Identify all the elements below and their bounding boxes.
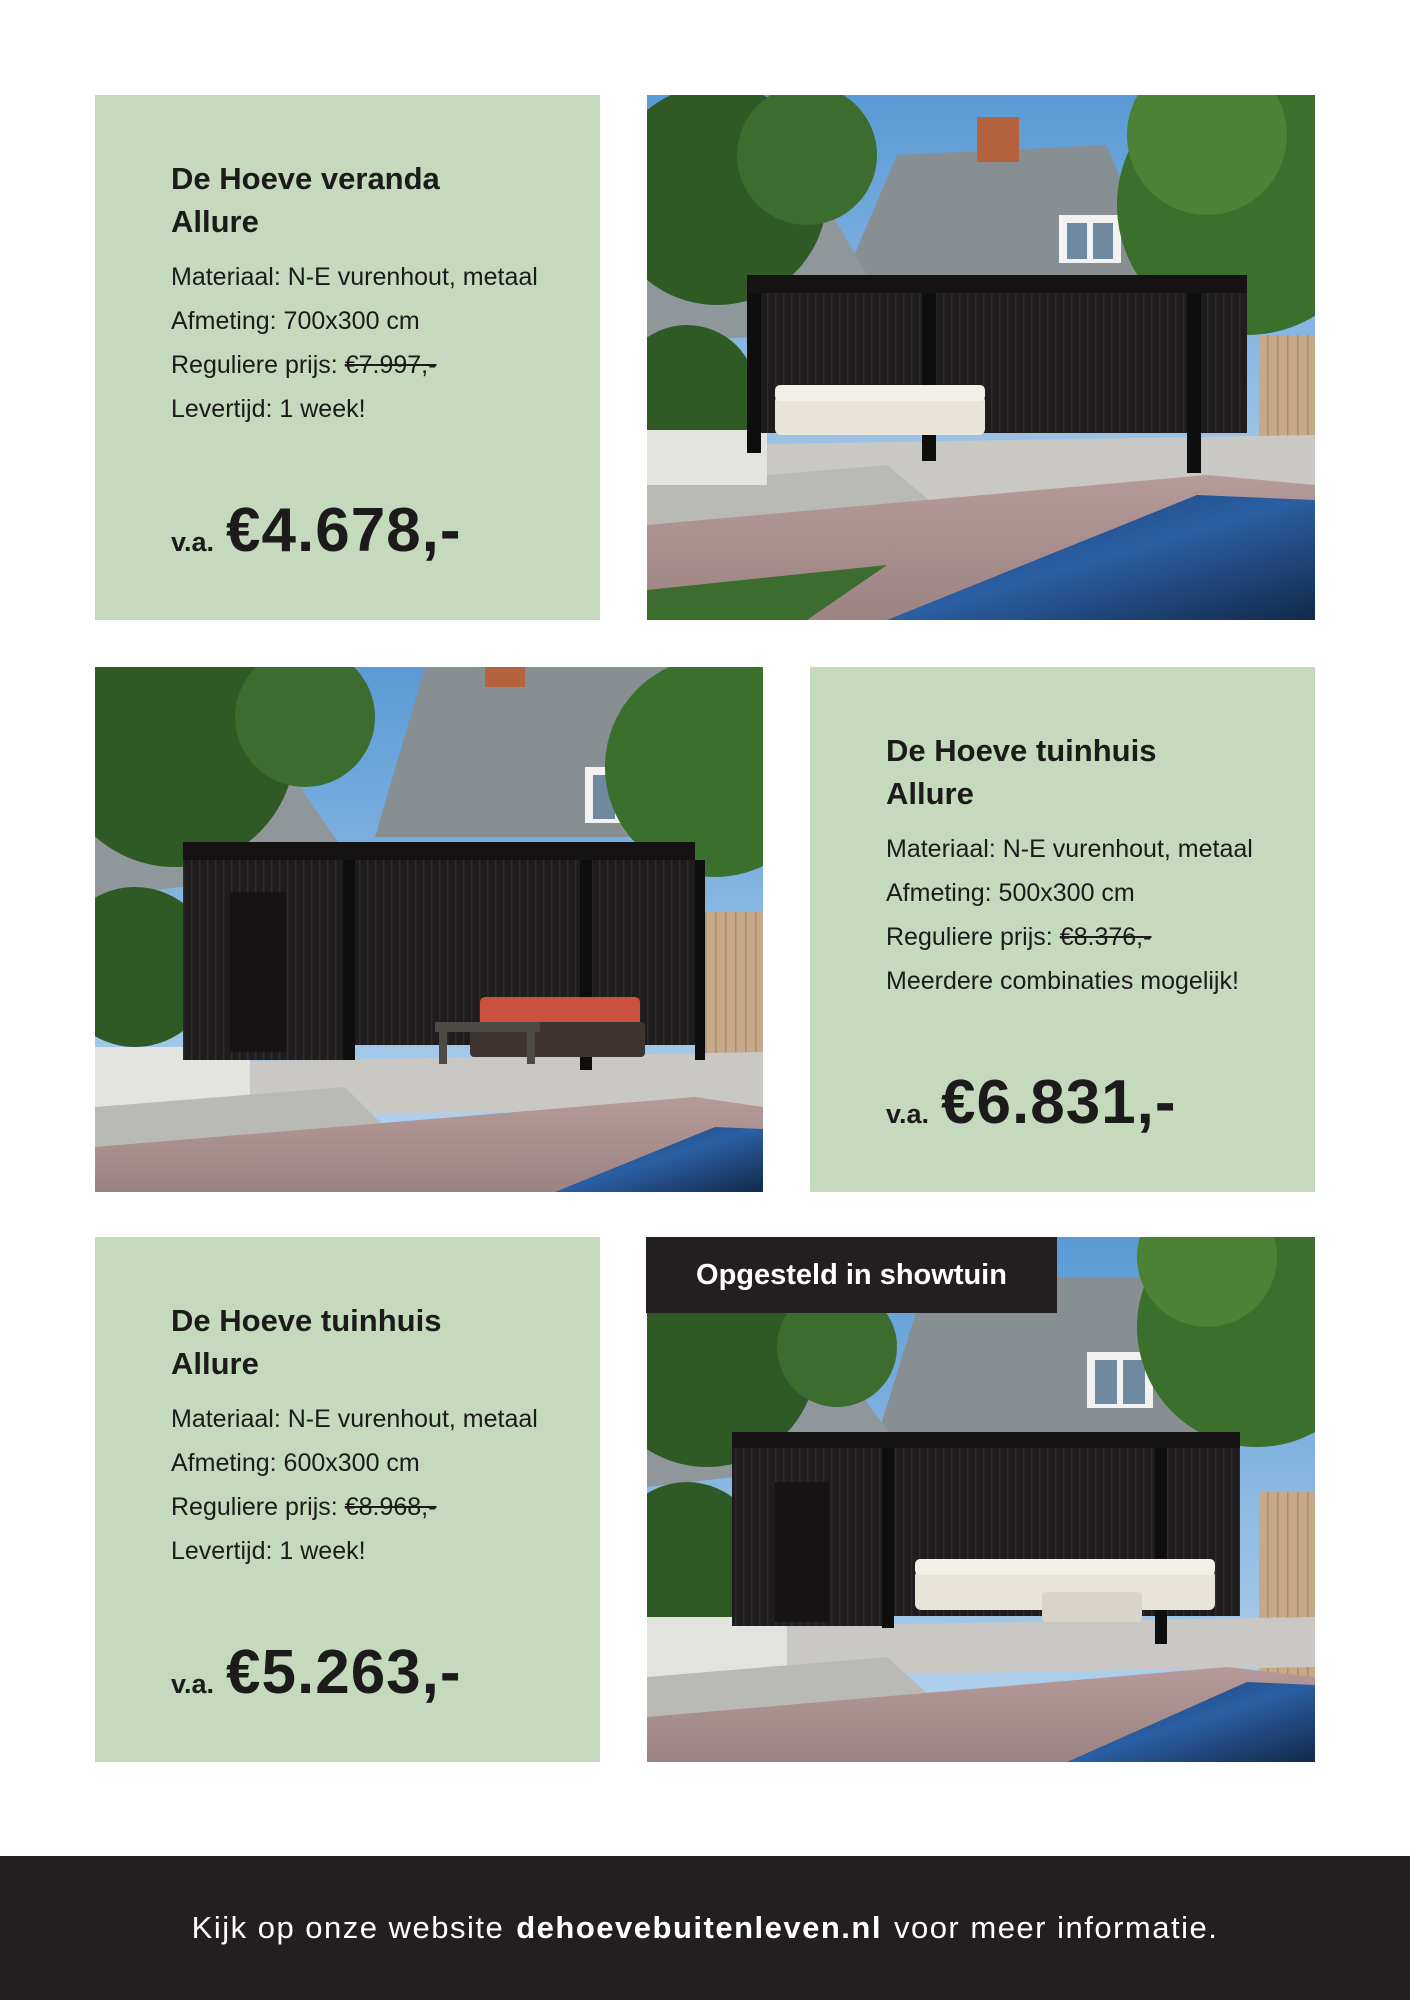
price-prefix: v.a.: [171, 1669, 215, 1699]
regular-price-value: €8.376,-: [1059, 923, 1152, 951]
spec-size: Afmeting: 500x300 cm: [886, 879, 1135, 907]
title-line-2: Allure: [171, 204, 259, 239]
title-line-1: De Hoeve tuinhuis: [171, 1303, 442, 1338]
product-photo-veranda: [647, 95, 1315, 620]
title-line-2: Allure: [886, 776, 974, 811]
footer-banner: [0, 1856, 1410, 2000]
title-line-1: De Hoeve tuinhuis: [886, 733, 1157, 768]
spec-material: Materiaal: N-E vurenhout, metaal: [171, 263, 538, 291]
product-title: [886, 729, 1156, 815]
product-title: [171, 157, 440, 243]
regular-price-value: €7.997,-: [344, 351, 437, 379]
showtuin-badge: Opgesteld in showtuin: [646, 1237, 1057, 1313]
product-card-veranda-700: [95, 95, 600, 620]
price-prefix: v.a.: [171, 527, 215, 557]
spec-material: Materiaal: N-E vurenhout, metaal: [886, 835, 1253, 863]
spec-extra: Levertijd: 1 week!: [171, 395, 366, 423]
product-card-tuinhuis-500: [810, 667, 1315, 1192]
sale-price: [171, 495, 462, 575]
footer-suffix: voor meer informatie.: [893, 1910, 1219, 1945]
shed-door: [230, 892, 286, 1052]
title-line-1: De Hoeve veranda: [171, 161, 440, 196]
spec-size: Afmeting: 700x300 cm: [171, 307, 420, 335]
spec-regular-price: [171, 343, 538, 387]
chimney: [485, 667, 525, 687]
shed-door: [775, 1482, 829, 1622]
chimney: [977, 117, 1019, 162]
spec-regular-price: [171, 1485, 538, 1529]
price-prefix: v.a.: [886, 1099, 930, 1129]
price-amount: €6.831,-: [941, 1068, 1177, 1137]
price-amount: €5.263,-: [226, 1638, 462, 1707]
title-line-2: Allure: [171, 1346, 259, 1381]
spec-regular-price: [886, 915, 1253, 959]
veranda-roof: [747, 275, 1247, 293]
product-specs: [171, 255, 538, 431]
tuinhuis-roof: [732, 1432, 1240, 1448]
product-specs: [171, 1397, 538, 1573]
product-title: [171, 1299, 441, 1385]
spec-material: Materiaal: N-E vurenhout, metaal: [171, 1405, 538, 1433]
product-card-tuinhuis-600: [95, 1237, 600, 1762]
price-amount: €4.678,-: [226, 496, 462, 565]
footer-website-link[interactable]: dehoevebuitenleven.nl: [516, 1910, 882, 1945]
coffee-table: [435, 1022, 540, 1032]
regular-price-label: Reguliere prijs:: [171, 1493, 338, 1521]
sale-price: [171, 1637, 462, 1717]
tuinhuis-roof: [183, 842, 695, 860]
sale-price: [886, 1067, 1177, 1147]
spec-size: Afmeting: 600x300 cm: [171, 1449, 420, 1477]
regular-price-value: €8.968,-: [344, 1493, 437, 1521]
footer-prefix: Kijk op onze website: [191, 1910, 505, 1945]
regular-price-label: Reguliere prijs:: [886, 923, 1053, 951]
product-photo-tuinhuis-500: [95, 667, 763, 1192]
product-specs: [886, 827, 1253, 1003]
spec-extra: Meerdere combinaties mogelijk!: [886, 967, 1239, 995]
product-photo-tuinhuis-600: [647, 1237, 1315, 1762]
regular-price-label: Reguliere prijs:: [171, 351, 338, 379]
spec-extra: Levertijd: 1 week!: [171, 1537, 366, 1565]
